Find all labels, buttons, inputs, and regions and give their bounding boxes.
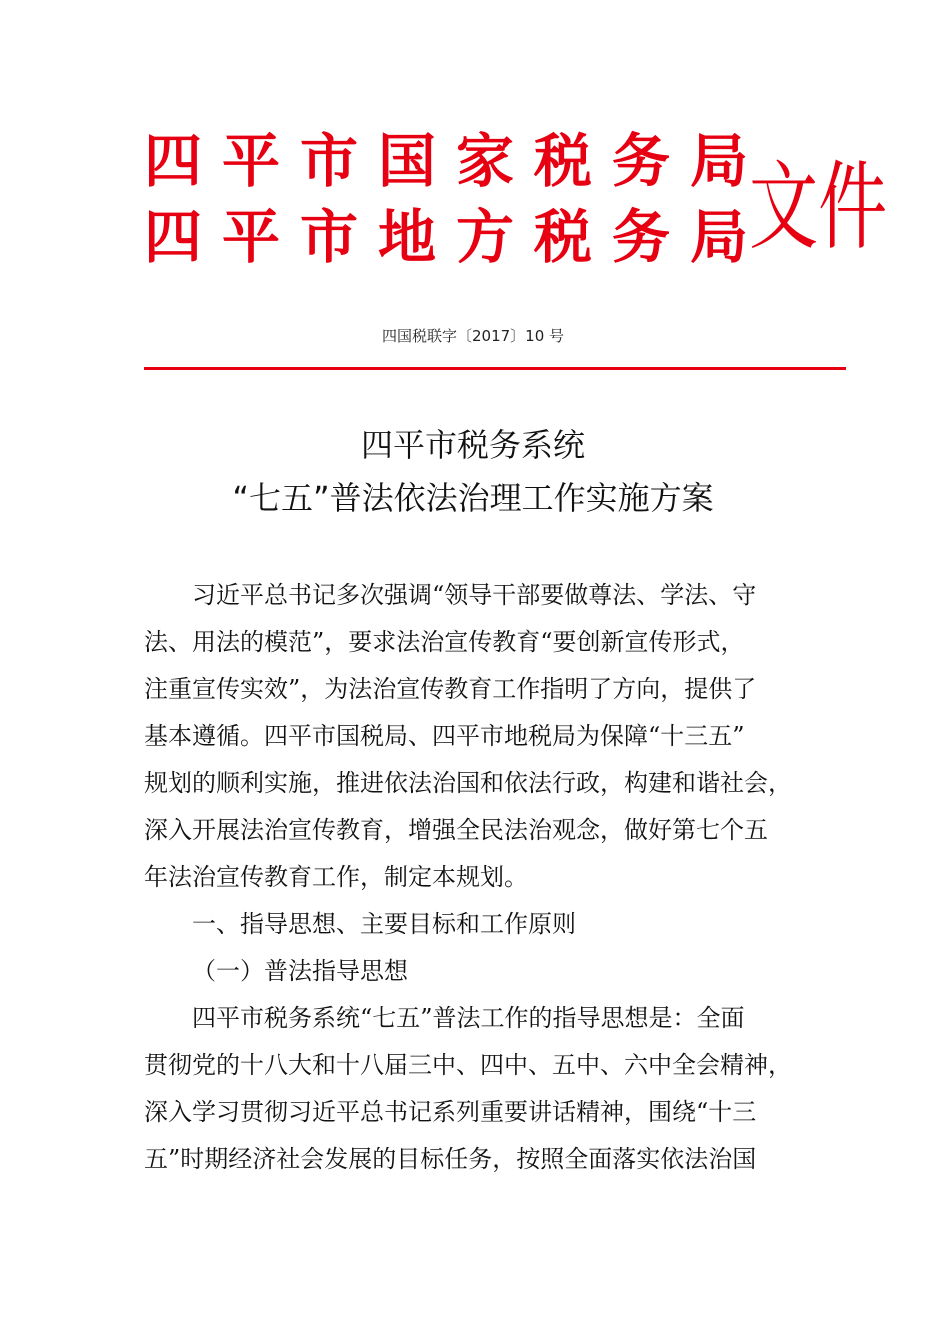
text-line: 深入学习贯彻习近平总书记系列重要讲话精神，围绕“十三 — [144, 1098, 757, 1126]
document-title-line-1: 四平市税务系统 — [360, 426, 585, 464]
text-line: 注重宣传实效”，为法治宣传教育工作指明了方向，提供了 — [144, 675, 757, 703]
subsection-heading: （一）普法指导思想 — [192, 957, 408, 985]
document-header — [144, 122, 888, 272]
text-line: 习近平总书记多次强调“领导干部要做尊法、学法、守 — [192, 581, 757, 609]
text-line: 贯彻党的十八大和十八届三中、四中、五中、六中全会精神， — [144, 1051, 792, 1079]
text-line: 五”时期经济社会发展的目标任务，按照全面落实依法治国 — [144, 1145, 757, 1173]
intro-paragraph — [144, 572, 804, 901]
document-number: 四国税联字〔2017〕10 号 — [381, 327, 565, 345]
guiding-ideology-paragraph — [144, 995, 804, 1183]
text-line: 基本遵循。四平市国税局、四平市地税局为保障“十三五” — [144, 722, 745, 750]
section-heading: 一、指导思想、主要目标和工作原则 — [192, 910, 576, 938]
issuing-agency-national-tax: 四平市国家税务局 — [144, 127, 769, 195]
text-line: 深入开展法治宣传教育，增强全民法治观念，做好第七个五 — [144, 816, 768, 844]
document-title-line-2: “七五”普法依法治理工作实施方案 — [232, 479, 714, 517]
issuing-agency-local-tax: 四平市地方税务局 — [144, 203, 769, 271]
red-divider — [144, 367, 846, 370]
document-body — [144, 572, 804, 1183]
text-line: 四平市税务系统“七五”普法工作的指导思想是：全面 — [192, 1004, 745, 1032]
document-suffix: 文件 — [749, 151, 888, 263]
text-line: 法、用法的模范”，要求法治宣传教育“要创新宣传形式， — [144, 628, 745, 656]
text-line: 规划的顺利实施，推进依法治国和依法行政，构建和谐社会， — [144, 769, 792, 797]
text-line: 年法治宣传教育工作，制定本规划。 — [144, 863, 528, 891]
